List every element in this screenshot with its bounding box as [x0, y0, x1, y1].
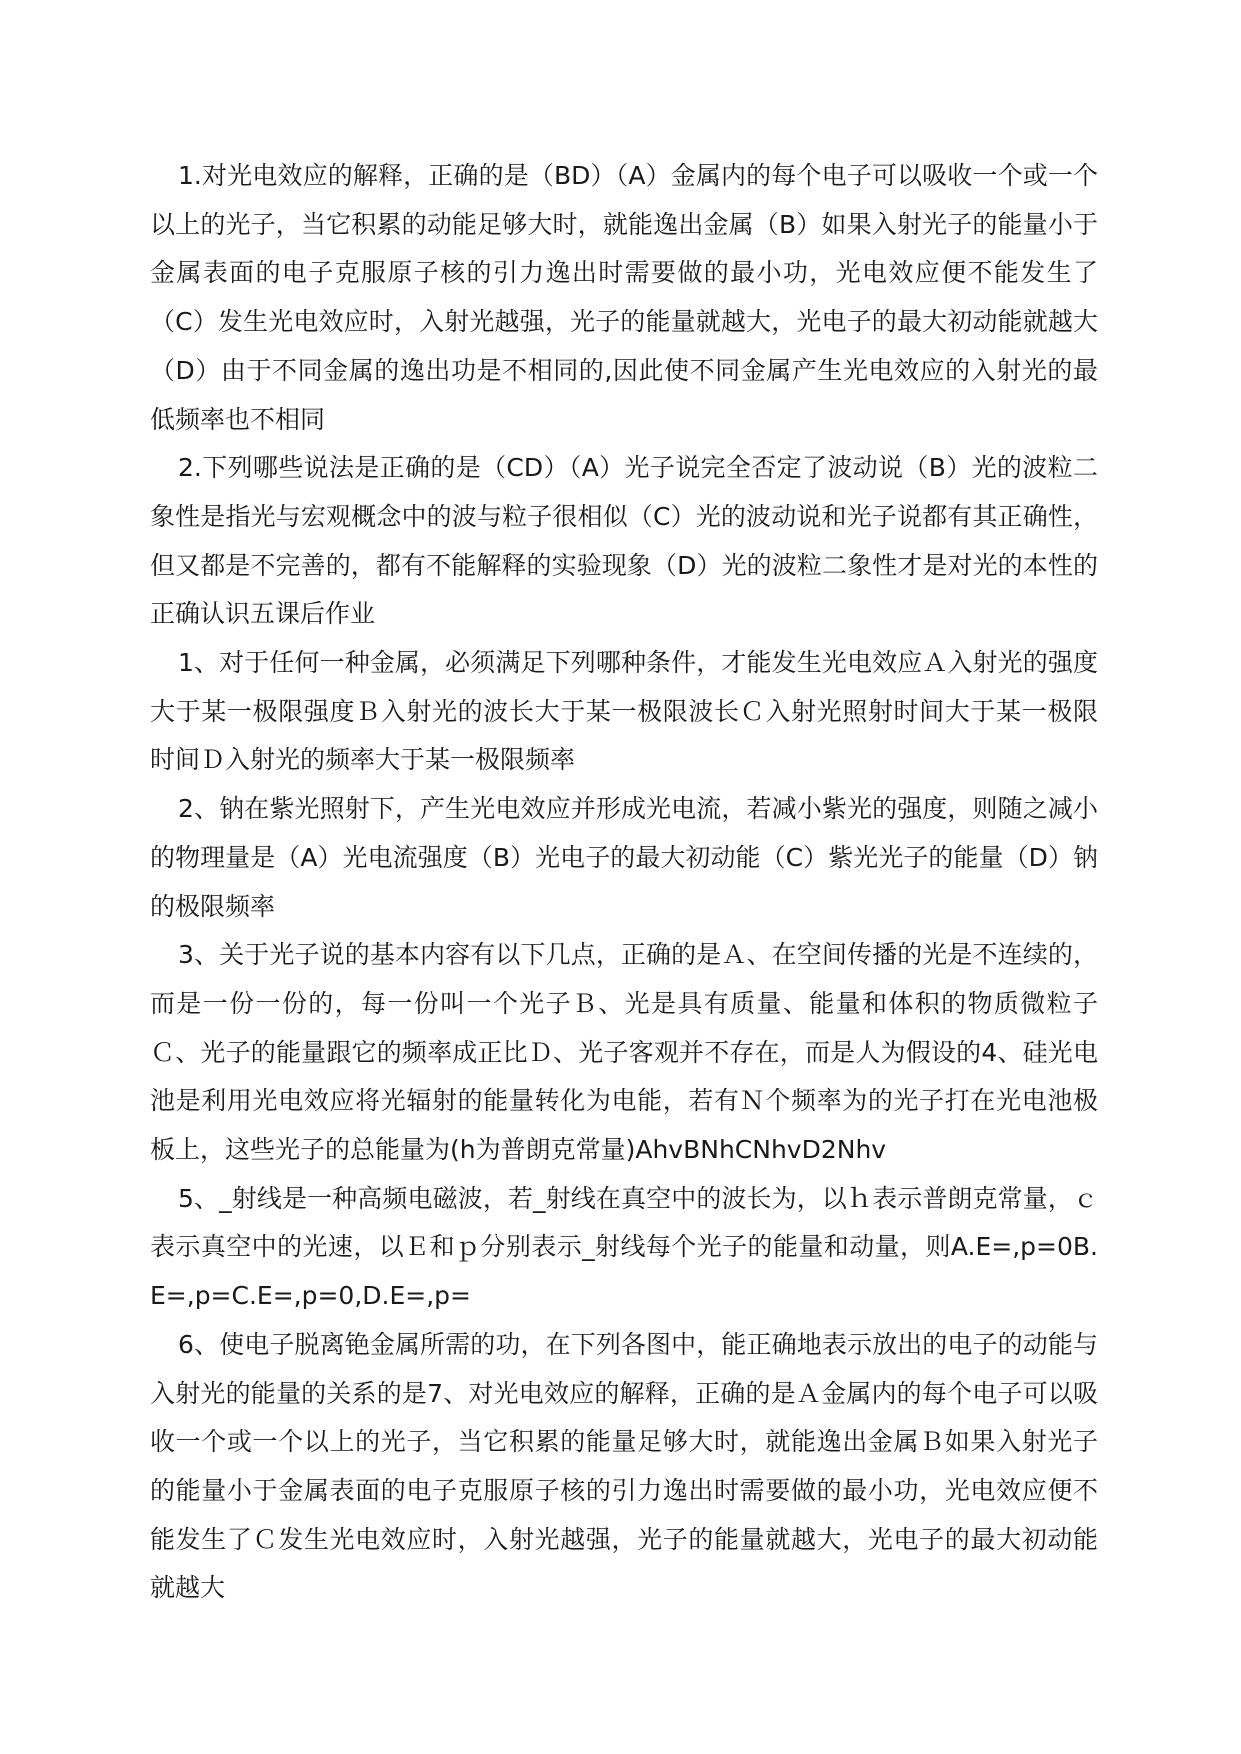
paragraph-q2-wave-particle: 2.下列哪些说法是正确的是（CD）（A）光子说完全否定了波动说（B）光的波粒二象性是指光与宏观概念中的波与粒子很相似（C）光的波动说和光子说都有其正确性，但又都是不完善的，都有不能解释的实验现象（D）光的波粒二象性才是对光的本性的正确认识五课后作业: [150, 453, 1098, 629]
paragraph-hw6-cesium: 6、使电子脱离铯金属所需的功，在下列各图中，能正确地表示放出的电子的动能与入射光的能量的关系的是7、对光电效应的解释，正确的是Ａ金属内的每个电子可以吸收一个或一个以上的光子，当它积累的能量足够大时，就能逸出金属Ｂ如果入射光子的能量小于金属表面的电子克服原子核的引力逸出时需要做的最小功，光电效应便不能发生了Ｃ发生光电效应时，入射光越强，光子的能量就越大，光电子的最大初动能就越大: [150, 1329, 1098, 1603]
document-page: [150, 152, 1098, 1613]
paragraph-hw5-gamma-ray: 5、_射线是一种高频电磁波，若_射线在真空中的波长为，以ｈ表示普朗克常量，ｃ表示真空中的光速，以Ｅ和ｐ分别表示_射线每个光子的能量和动量，则A.E=,p=0B.E=,p=C.E=,p=0,D.E=,p=: [150, 1183, 1098, 1311]
paragraph-hw1-metal-condition: 1、对于任何一种金属，必须满足下列哪种条件，才能发生光电效应Ａ入射光的强度大于某一极限强度Ｂ入射光的波长大于某一极限波长Ｃ入射光照射时间大于某一极限时间Ｄ入射光的频率大于某一极限频率: [150, 648, 1098, 775]
paragraph-hw2-sodium: 2、钠在紫光照射下，产生光电效应并形成光电流，若减小紫光的强度，则随之减小的物理量是（A）光电流强度（B）光电子的最大初动能（C）紫光光子的能量（D）钠的极限频率: [150, 794, 1098, 921]
paragraph-q1-photoelectric-explanation: 1.对光电效应的解释，正确的是（BD）（A）金属内的每个电子可以吸收一个或一个以上的光子，当它积累的动能足够大时，就能逸出金属（B）如果入射光子的能量小于金属表面的电子克服原子核的引力逸出时需要做的最小功，光电效应便不能发生了（C）发生光电效应时，入射光越强，光子的能量就越大，光电子的最大初动能就越大（D）由于不同金属的逸出功是不相同的,因此使不同金属产生光电效应的入射光的最低频率也不相同: [150, 161, 1098, 434]
paragraph-hw3-photon-theory: 3、关于光子说的基本内容有以下几点，正确的是Ａ、在空间传播的光是不连续的，而是一份一份的，每一份叫一个光子Ｂ、光是具有质量、能量和体积的物质微粒子Ｃ、光子的能量跟它的频率成正比Ｄ、光子客观并不存在，而是人为假设的4、硅光电池是利用光电效应将光辐射的能量转化为电能，若有Ｎ个频率为的光子打在光电池极板上，这些光子的总能量为(h为普朗克常量)AhvBNhCNhvD2Nhv: [150, 940, 1098, 1165]
